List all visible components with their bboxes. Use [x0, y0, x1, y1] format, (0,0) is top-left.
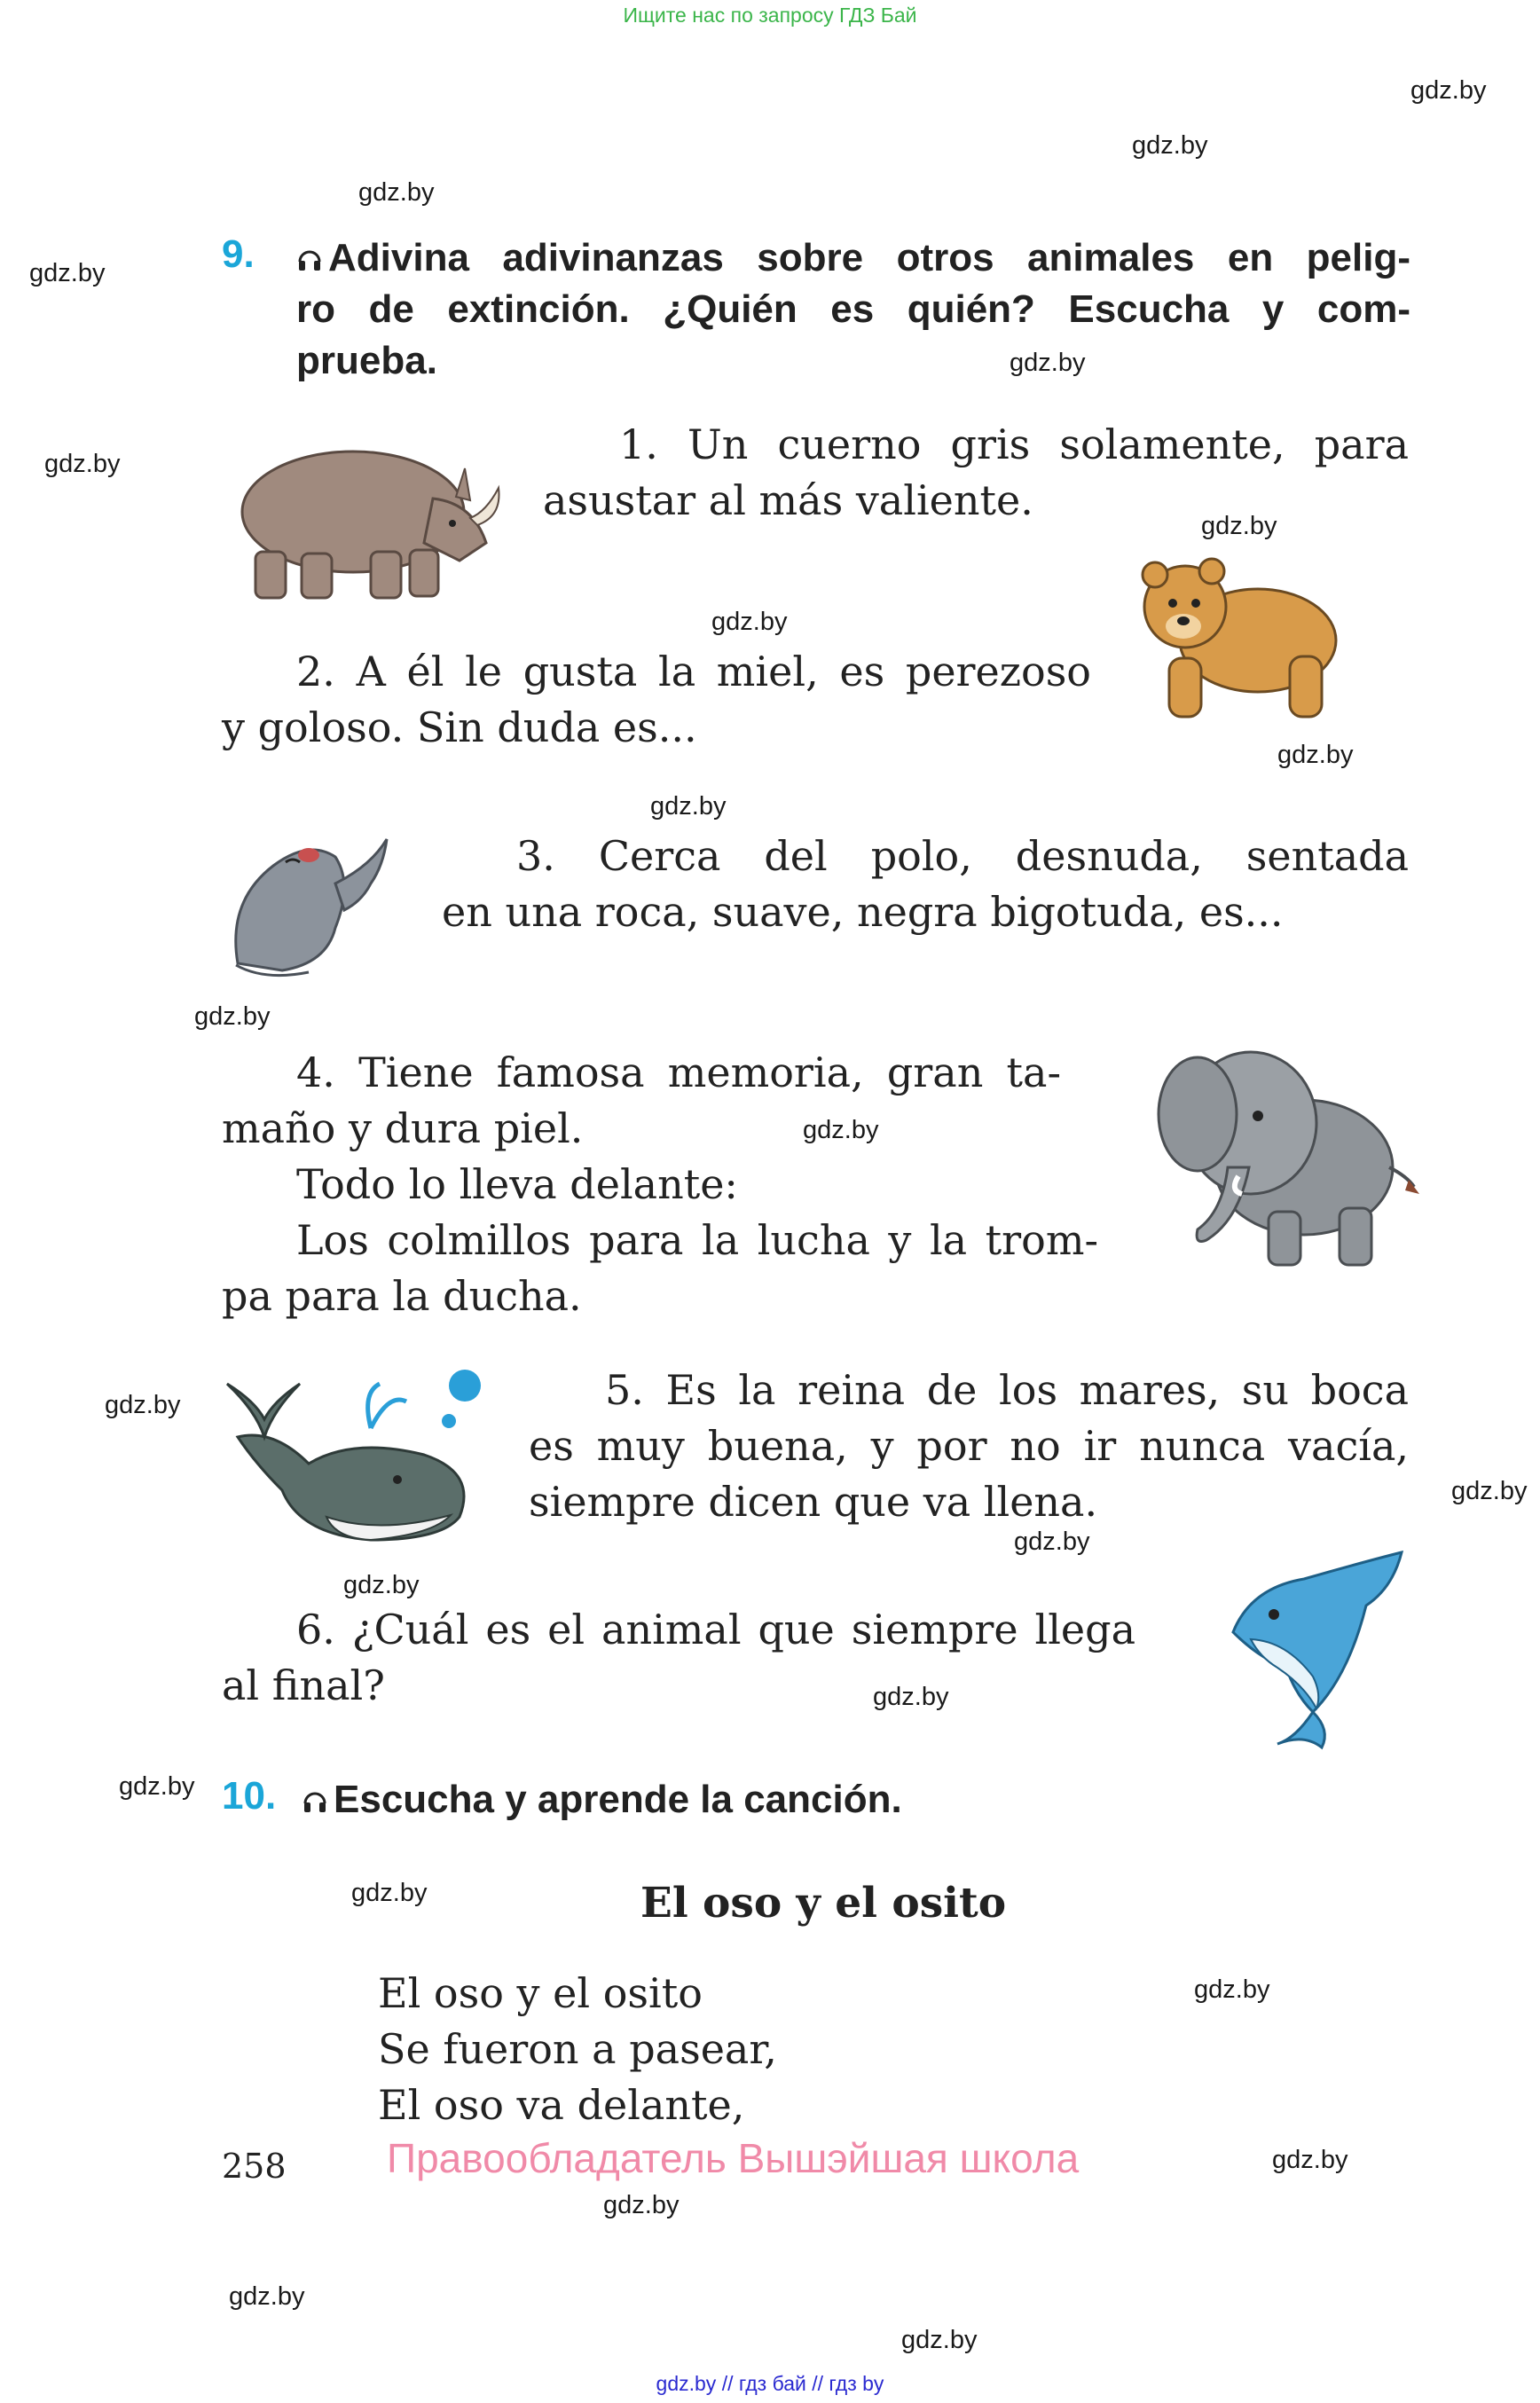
exercise-9-title-line-1: Adivina adivinanzas sobre otros animales en pelig-: [296, 232, 1410, 284]
watermark: gdz.by: [873, 1683, 949, 1711]
riddle-6-line-1: 6. ¿Cuál es el animal que siempre llega: [296, 1606, 1135, 1653]
song-line-3: El oso va delante,: [378, 2081, 745, 2129]
headphones-icon: [302, 1787, 328, 1814]
riddle-1-line-1: 1. Un cuerno gris solamente, para: [619, 420, 1409, 468]
riddle-5-line-3: siempre dicen que va llena.: [529, 1478, 1098, 1526]
copyright: Правообладатель Вышэйшая школа: [387, 2135, 1080, 2181]
watermark: gdz.by: [1272, 2146, 1348, 2174]
riddle-4-line-5: pa para la ducha.: [222, 1272, 582, 1320]
riddle-4-line-1: 4. Tiene famosa memoria, gran ta-: [296, 1048, 1061, 1096]
rhinoceros-image: [220, 419, 504, 609]
seal-image: [220, 830, 392, 981]
watermark: gdz.by: [603, 2191, 680, 2219]
riddle-1-line-2: asustar al más valiente.: [543, 476, 1033, 524]
watermark: gdz.by: [119, 1772, 195, 1801]
watermark: gdz.by: [1194, 1975, 1270, 2004]
watermark: gdz.by: [358, 178, 435, 207]
riddle-2-line-2: y goloso. Sin duda es...: [222, 703, 697, 751]
song-title: El oso y el osito: [640, 1879, 1007, 1928]
riddle-5-line-1: 5. Es la reina de los mares, su boca: [605, 1366, 1409, 1414]
exercise-9-number: 9.: [222, 232, 255, 276]
song-line-2: Se fueron a pasear,: [378, 2025, 777, 2073]
watermark: gdz.by: [803, 1116, 879, 1144]
dolphin-image: [1224, 1543, 1414, 1751]
song-line-1: El oso y el osito: [378, 1969, 703, 2017]
riddle-4-line-3: Todo lo lleva delante:: [296, 1160, 738, 1208]
riddle-5: [529, 1362, 1409, 1530]
watermark: gdz.by: [44, 450, 121, 478]
watermark: gdz.by: [1132, 131, 1208, 160]
watermark: gdz.by: [29, 259, 106, 287]
watermark: gdz.by: [229, 2282, 305, 2311]
riddle-2: [222, 644, 1091, 756]
riddle-4-line-4: Los colmillos para la lucha y la trom-: [296, 1216, 1098, 1264]
watermark: gdz.by: [1201, 512, 1277, 540]
exercise-9-title: [296, 232, 1410, 387]
exercise-9-title-line-2: ro de extinción. ¿Quién es quién? Escucha y com-: [296, 287, 1410, 331]
riddle-3-line-1: 3. Cerca del polo, desnuda, sentada: [516, 832, 1409, 880]
watermark: gdz.by: [105, 1391, 181, 1419]
watermark: gdz.by: [1410, 76, 1487, 105]
riddle-3-line-2: en una roca, suave, negra bigotuda, es...: [442, 888, 1284, 936]
riddle-5-line-2: es muy buena, y por no ir nunca vacía,: [529, 1422, 1409, 1470]
riddle-6: [222, 1602, 1135, 1714]
riddle-6-line-2: al final?: [222, 1661, 385, 1709]
watermark: gdz.by: [343, 1571, 420, 1599]
watermark: gdz.by: [1277, 741, 1354, 769]
page-number: 258: [222, 2147, 287, 2186]
whale-image: [220, 1366, 486, 1543]
watermark: gdz.by: [194, 1002, 271, 1031]
bottom-note: gdz.by // гдз бай // гдз by: [656, 2372, 884, 2395]
watermark: gdz.by: [901, 2326, 978, 2354]
exercise-10-number: 10.: [222, 1774, 277, 1818]
exercise-9-title-line-3: prueba.: [296, 339, 437, 382]
song-lyrics: [378, 1966, 777, 2133]
exercise-10-title: Escucha y aprende la canción.: [302, 1774, 902, 1826]
headphones-icon: [296, 246, 323, 272]
bear-image: [1134, 552, 1345, 729]
watermark: gdz.by: [1014, 1527, 1090, 1556]
watermark: gdz.by: [650, 792, 727, 821]
watermark: gdz.by: [351, 1879, 428, 1907]
riddle-3: [442, 828, 1409, 940]
riddle-2-line-1: 2. A él le gusta la miel, es perezoso: [296, 648, 1091, 695]
top-note: Ищите нас по запросу ГДЗ Бай: [623, 4, 917, 27]
elephant-image: [1153, 1043, 1419, 1279]
watermark: gdz.by: [1451, 1477, 1528, 1505]
riddle-1: [543, 417, 1409, 529]
riddle-4: [222, 1045, 1098, 1324]
riddle-4-line-2: maño y dura piel.: [222, 1104, 584, 1152]
watermark: gdz.by: [1010, 349, 1086, 377]
watermark: gdz.by: [711, 608, 788, 636]
